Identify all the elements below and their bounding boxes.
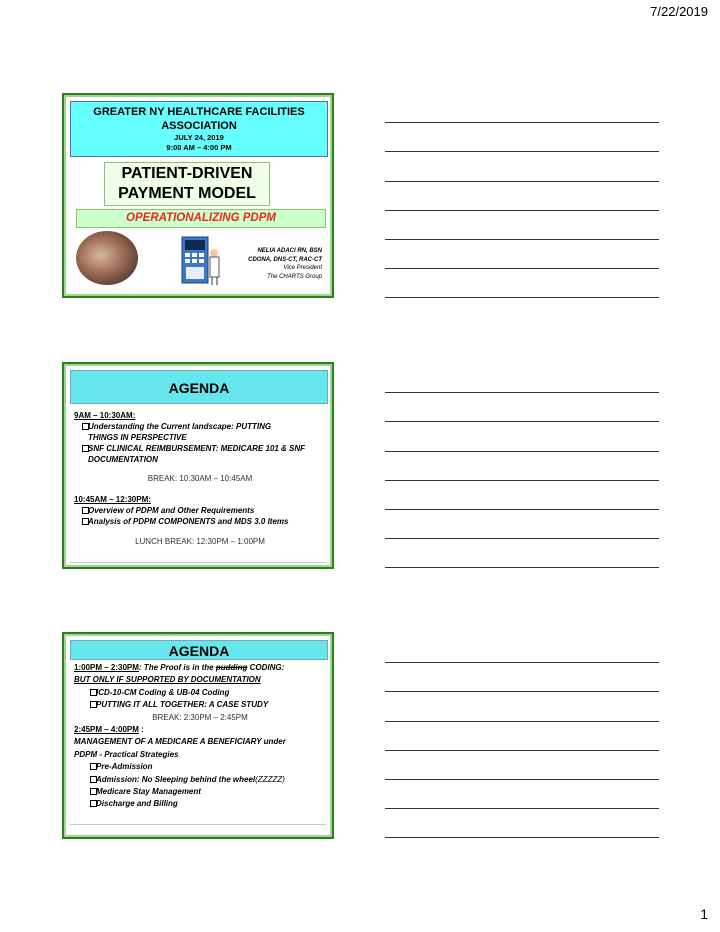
- agenda-item-cont: DOCUMENTATION: [88, 455, 158, 464]
- note-line: [385, 509, 659, 510]
- break-text: BREAK: 10:30AM – 10:45AM: [147, 474, 253, 483]
- title-line1: PATIENT-DRIVEN: [121, 165, 253, 182]
- org-header: [70, 101, 328, 157]
- note-line: [385, 421, 659, 422]
- note-line: [385, 268, 659, 269]
- photo-image: [76, 231, 138, 285]
- agenda-item: PUTTING IT ALL TOGETHER: A CASE STUDY: [74, 699, 326, 711]
- org-name-line1: GREATER NY HEALTHCARE FACILITIES: [93, 106, 305, 118]
- org-name-line2: ASSOCIATION: [161, 120, 237, 132]
- machine-illustration: [180, 235, 222, 287]
- session-time: 9AM – 10:30AM:: [74, 411, 136, 420]
- slide-agenda-2: [62, 632, 334, 839]
- checkbox-icon: [82, 423, 89, 430]
- session-line: 2:45PM – 4:00PM :: [74, 725, 144, 735]
- note-line: [385, 662, 659, 663]
- checkbox-icon: [82, 507, 89, 514]
- author-credentials: CDONA, DNS-CT, RAC-CT: [248, 256, 322, 263]
- slide-subtitle: OPERATIONALIZING PDPM: [76, 209, 326, 228]
- note-line: [385, 480, 659, 481]
- agenda-item: ICD-10-CM Coding & UB-04 Coding: [74, 687, 326, 699]
- checkbox-icon: [90, 800, 97, 807]
- agenda-item: Admission: No Sleeping behind the wheel(ZZZZZ): [74, 774, 326, 786]
- agenda-item: Overview of PDPM and Other Requirements: [74, 505, 326, 516]
- lunch-text: LUNCH BREAK: 12:30PM – 1:00PM: [135, 537, 265, 546]
- title-line2: PAYMENT MODEL: [118, 185, 256, 202]
- note-line: [385, 837, 659, 838]
- checkbox-icon: [90, 763, 97, 770]
- note-line: [385, 122, 659, 123]
- session-desc: PDPM - Practical Strategies: [74, 749, 179, 759]
- note-line: [385, 567, 659, 568]
- agenda-item: Pre-Admission: [74, 761, 326, 773]
- break-text: BREAK: 2:30PM – 2:45PM: [152, 712, 248, 722]
- note-line: [385, 691, 659, 692]
- slide-main-title: [104, 162, 270, 206]
- note-line: [385, 239, 659, 240]
- note-line: [385, 210, 659, 211]
- note-line: [385, 451, 659, 452]
- session-line2: BUT ONLY IF SUPPORTED BY DOCUMENTATION: [74, 675, 261, 685]
- agenda-item: Understanding the Current landscape: PUTTING: [74, 421, 326, 432]
- author-org: The CHARTS Group: [267, 273, 322, 280]
- note-line: [385, 151, 659, 152]
- agenda-item-cont: THINGS IN PERSPECTIVE: [88, 433, 187, 442]
- page-number: 1: [700, 906, 708, 922]
- checkbox-icon: [90, 701, 97, 708]
- note-line: [385, 392, 659, 393]
- slide-agenda-1: [62, 362, 334, 569]
- note-line: [385, 181, 659, 182]
- event-date: JULY 24, 2019: [174, 133, 224, 142]
- agenda-item: Analysis of PDPM COMPONENTS and MDS 3.0 Items: [74, 516, 326, 527]
- author-block: [248, 247, 322, 281]
- slide-title: [62, 93, 334, 298]
- session-line: 1:00PM – 2:30PM: The Proof is in the pudding CODING:: [74, 663, 285, 672]
- divider: [70, 824, 326, 825]
- session-time: 10:45AM – 12:30PM:: [74, 495, 151, 504]
- note-line: [385, 538, 659, 539]
- event-time: 9:00 AM – 4:00 PM: [166, 143, 232, 152]
- note-line: [385, 721, 659, 722]
- author-role: Vice President: [283, 265, 322, 271]
- checkbox-icon: [90, 776, 97, 783]
- agenda-title: AGENDA: [70, 640, 328, 660]
- agenda-content: [74, 410, 326, 547]
- session-desc: MANAGEMENT OF A MEDICARE A BENEFICIARY under: [74, 737, 286, 747]
- page-date: 7/22/2019: [650, 4, 708, 19]
- agenda-content: [74, 662, 326, 811]
- agenda-title: AGENDA: [70, 370, 328, 404]
- divider: [70, 562, 326, 563]
- agenda-item: Medicare Stay Management: [74, 786, 326, 798]
- note-line: [385, 779, 659, 780]
- checkbox-icon: [90, 689, 97, 696]
- note-line: [385, 297, 659, 298]
- note-line: [385, 808, 659, 809]
- checkbox-icon: [82, 518, 89, 525]
- note-line: [385, 750, 659, 751]
- agenda-item: SNF CLINICAL REIMBURSEMENT: MEDICARE 101 & SNF: [74, 443, 326, 454]
- checkbox-icon: [90, 788, 97, 795]
- checkbox-icon: [82, 445, 89, 452]
- agenda-item: Discharge and Billing: [74, 798, 326, 810]
- author-name: NELIA ADACI RN, BSN: [257, 248, 322, 254]
